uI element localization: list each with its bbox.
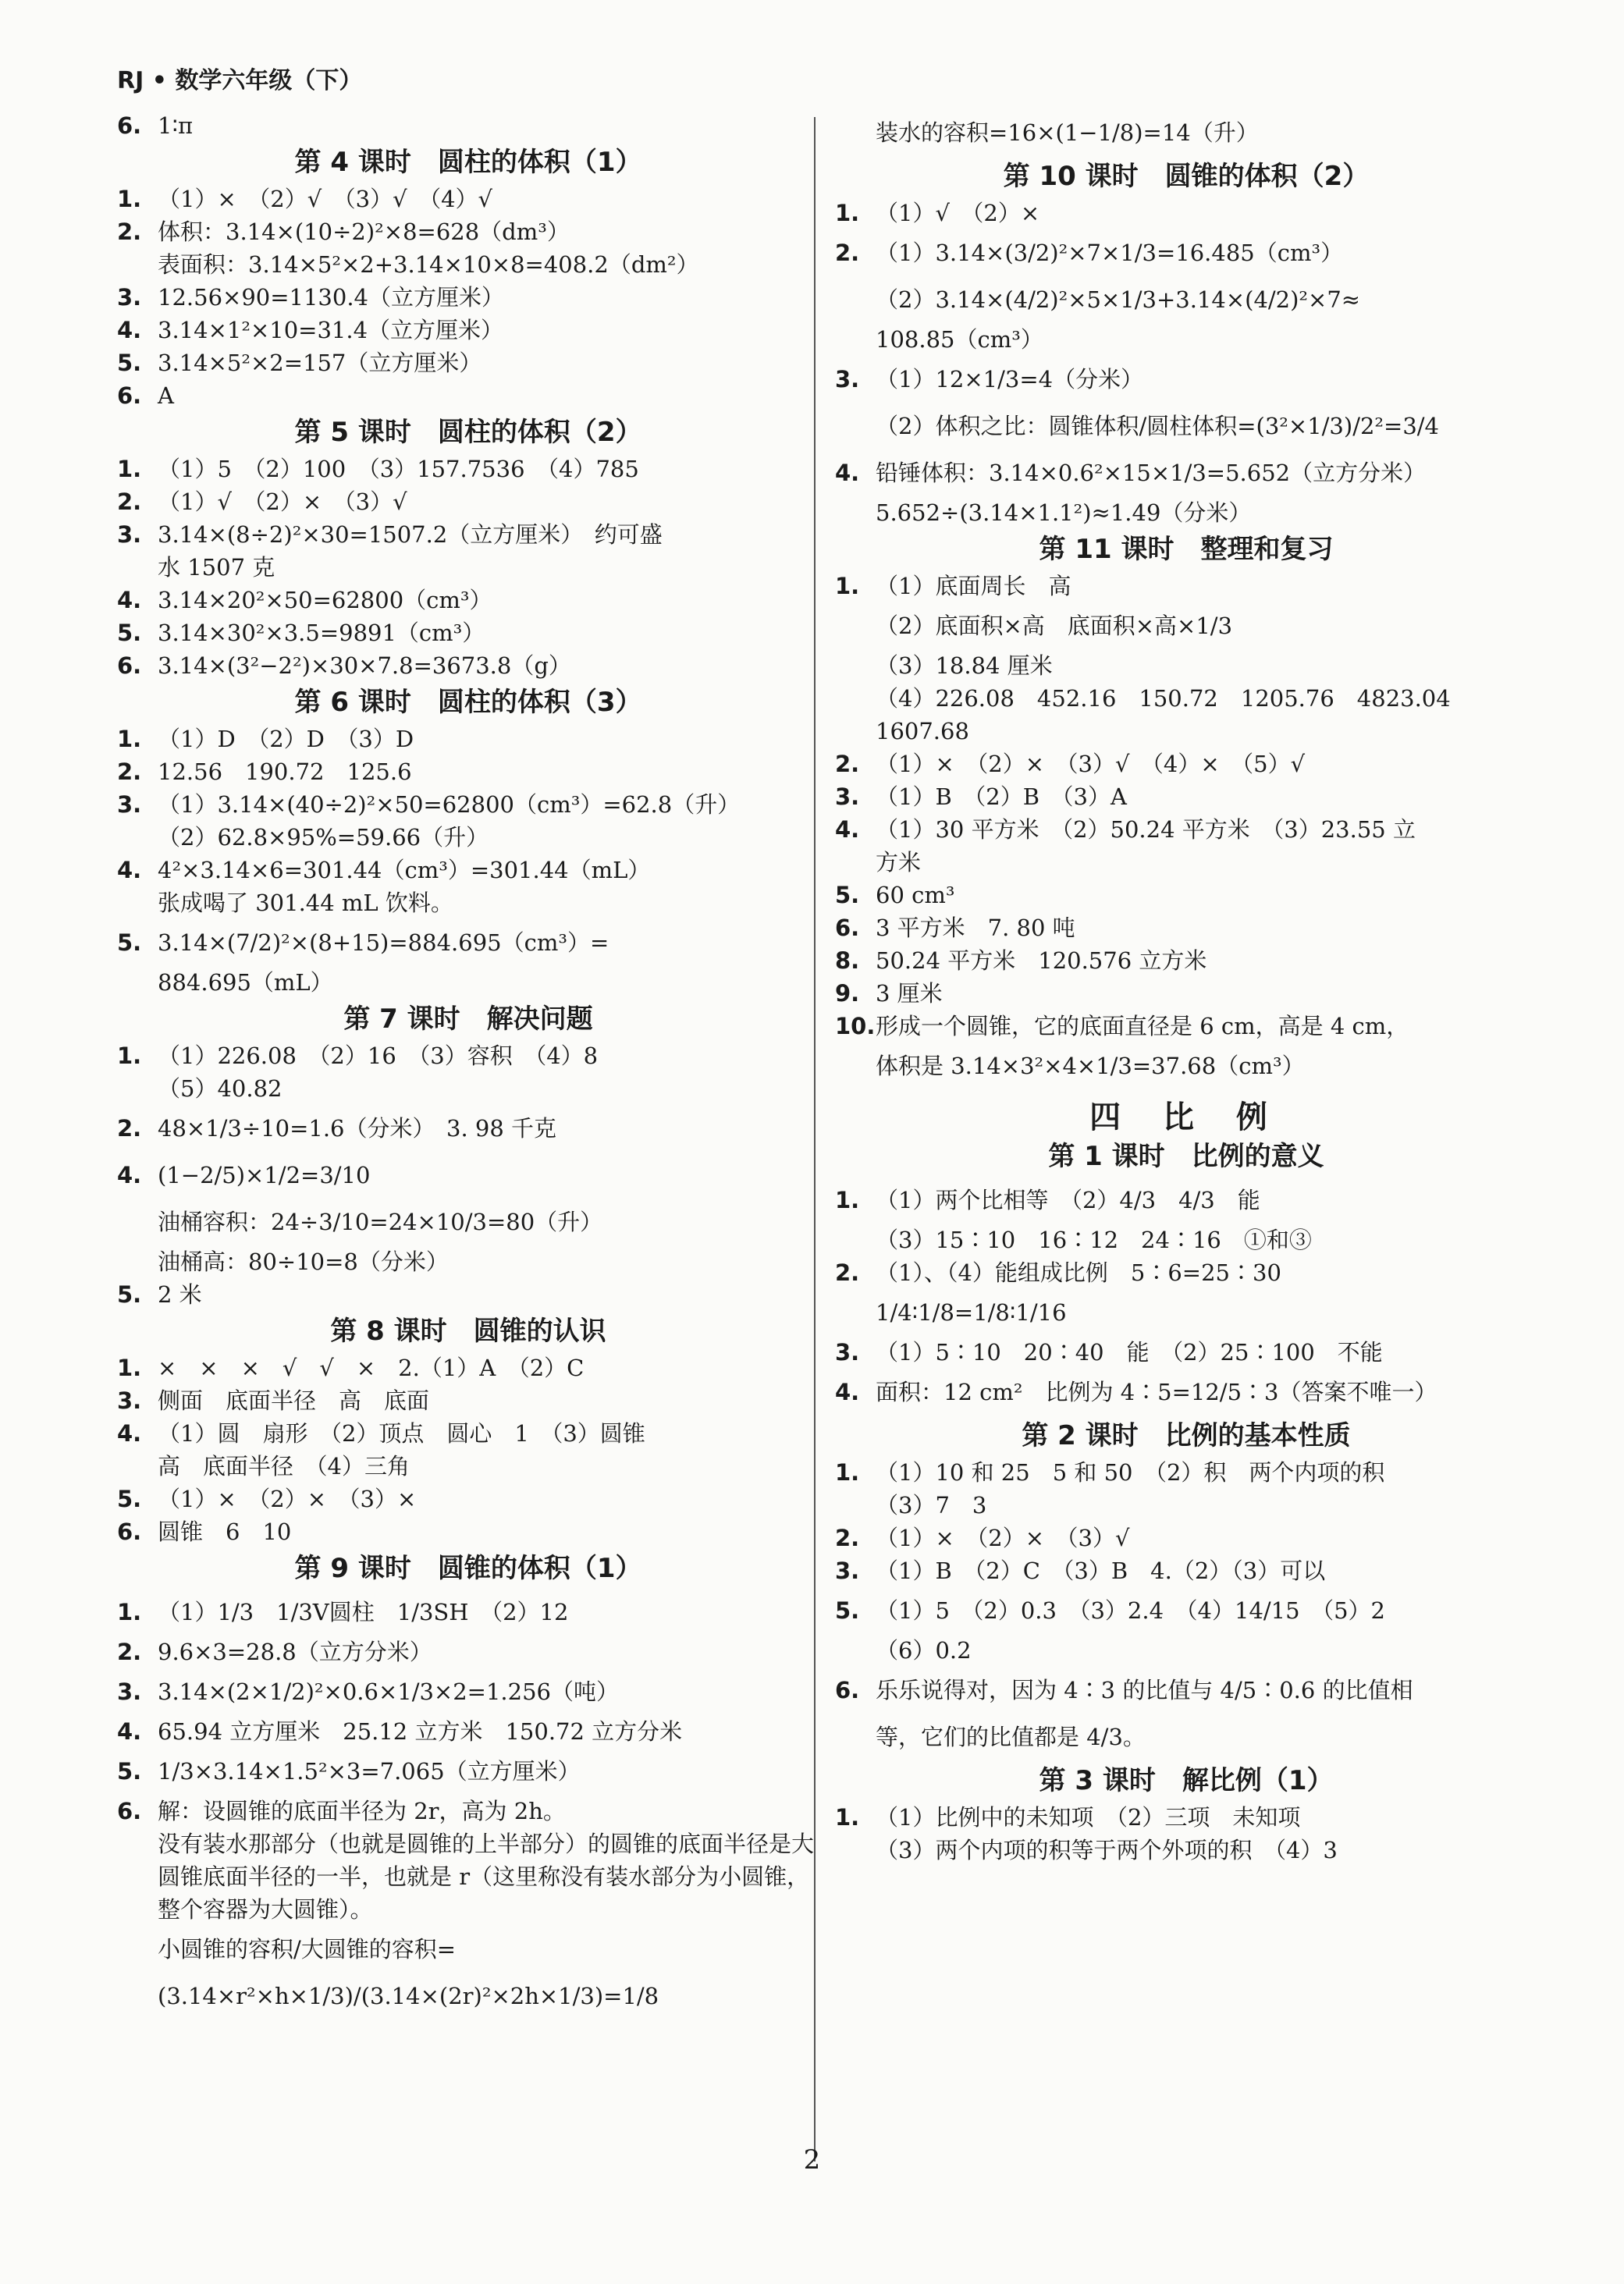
answer-line [117, 1152, 819, 1199]
answer-text: 解：设圆锥的底面半径为 2r，高为 2h。 [158, 1798, 566, 1824]
answer-text: （1）× （2）× （3）× [158, 1486, 417, 1512]
answer-line [117, 346, 819, 379]
answer-text: 48×1/3÷10=1.6（分米） 3. 98 千克 [158, 1115, 556, 1142]
answer-text: （1）、（4）能组成比例 5∶6=25∶30 [876, 1259, 1281, 1286]
answer-text: （1）10 和 25 5 和 50 （2）积 两个内项的积 [876, 1459, 1385, 1486]
answer-text: 方米 [876, 849, 922, 876]
answer-text: 3.14×(8÷2)²×30=1507.2（立方厘米） 约可盛 [158, 521, 663, 548]
question-number: 10. [835, 1013, 876, 1039]
answer-line [117, 788, 819, 821]
answer-line [117, 919, 819, 966]
answer-line [835, 1489, 1537, 1522]
answer-line [835, 570, 1537, 602]
answer-text: 884.695（mL） [158, 969, 333, 996]
answer-text: （3）15∶10 16∶12 24∶16 ①和③ [876, 1227, 1312, 1253]
answer-line [117, 1828, 819, 1926]
answer-text: （3）两个内项的积等于两个外项的积 （4）3 [876, 1837, 1338, 1863]
question-number: 4. [117, 317, 142, 343]
answer-text: 5.652÷(3.14×1.1²)≈1.49（分米） [876, 499, 1252, 526]
question-number: 2. [117, 758, 142, 785]
question-number: 4. [835, 816, 860, 843]
answer-line [835, 1336, 1537, 1369]
lesson-title: 第 10 课时 圆锥的体积（2） [1003, 161, 1370, 192]
lesson-title: 第 6 课时 圆柱的体积（3） [294, 687, 642, 718]
answer-line [117, 1417, 819, 1450]
answer-text: （1）30 平方米 （2）50.24 平方米 （3）23.55 立 [876, 816, 1416, 843]
answer-line [117, 1199, 819, 1245]
question-number: 5. [117, 1486, 142, 1512]
answer-text: （1）3.14×(3/2)²×7×1/3=16.485（cm³） [876, 240, 1344, 266]
answer-text: 圆锥 6 10 [158, 1519, 292, 1545]
answer-text: （1）√ （2）× （3）√ [158, 488, 407, 515]
answer-text: A [158, 382, 174, 409]
page-header: RJ • 数学六年级（下） [117, 67, 363, 94]
unit-title: 四 比 例 [1089, 1099, 1283, 1135]
question-number [117, 1199, 158, 1245]
answer-text: （4）226.08 452.16 150.72 1205.76 4823.04 [876, 685, 1451, 712]
question-number: 2. [117, 1115, 142, 1142]
answer-text: 1∶π [158, 112, 194, 139]
question-number [835, 276, 876, 323]
lesson-title: 第 7 课时 解决问题 [343, 1003, 593, 1035]
answer-text: （1）B （2）C （3）B 4.（2）（3）可以 [876, 1558, 1326, 1584]
question-number: 5. [117, 1281, 142, 1308]
answer-line [117, 518, 819, 551]
answer-line [117, 821, 819, 854]
question-number: 3. [835, 783, 860, 810]
answer-line [117, 1245, 819, 1278]
question-number: 1. [117, 1043, 142, 1069]
question-number: 1. [117, 456, 142, 482]
answer-text: 面积：12 cm² 比例为 4∶5=12/5∶3（答案不唯一） [876, 1379, 1437, 1405]
answer-line [117, 1450, 819, 1483]
answer-line [835, 197, 1537, 229]
question-number: 1. [117, 1599, 142, 1625]
answer-line [835, 911, 1537, 944]
answer-text: 4²×3.14×6=301.44（cm³）=301.44（mL） [158, 857, 651, 883]
answer-text: （1）5∶10 20∶40 能 （2）25∶100 不能 [876, 1339, 1383, 1366]
left-column [117, 109, 819, 2019]
answer-line [835, 449, 1537, 496]
answer-text: 体积：3.14×(10÷2)²×8=628（dm³） [158, 218, 570, 245]
lesson-title: 第 2 课时 比例的基本性质 [1022, 1420, 1351, 1451]
question-number: 5. [117, 1758, 142, 1785]
answer-text: × × × √ √ × 2.（1）A （2）C [158, 1355, 585, 1381]
question-number: 1. [835, 1459, 860, 1486]
answer-text: （5）40.82 [158, 1075, 283, 1102]
answer-line [117, 215, 819, 248]
answer-text: 1/3×3.14×1.5²×3=7.065（立方厘米） [158, 1758, 581, 1785]
answer-text: （2）3.14×(4/2)²×5×1/3+3.14×(4/2)²×7≈ [876, 286, 1361, 313]
answer-text: （1）1/3 1/3V圆柱 1/3SH （2）12 [158, 1599, 569, 1625]
answer-text: （2）体积之比：圆锥体积/圆柱体积=(3²×1/3)/2²=3/4 [876, 413, 1440, 439]
answer-text: 3.14×5²×2=157（立方厘米） [158, 350, 482, 376]
answer-line [835, 879, 1537, 911]
question-number [835, 109, 876, 156]
answer-text: （1）比例中的未知项 （2）三项 未知项 [876, 1804, 1301, 1831]
question-number: 6. [117, 1798, 142, 1824]
answer-text: 没有装水那部分（也就是圆锥的上半部分）的圆锥的底面半径是大圆锥底面半径的一半，也就是 r（这里称没有装水部分为小圆锥，整个容器为大圆锥）。 [158, 1831, 815, 1923]
answer-line [117, 616, 819, 649]
answer-text: 体积是 3.14×3²×4×1/3=37.68（cm³） [876, 1053, 1305, 1079]
answer-text: （1）× （2）× （3）√ [876, 1525, 1130, 1551]
question-number: 4. [835, 460, 860, 486]
answer-line [117, 1384, 819, 1417]
answer-line [117, 1105, 819, 1152]
answer-line [117, 755, 819, 788]
question-number: 6. [835, 915, 860, 941]
question-number [117, 1926, 158, 2019]
column-divider [814, 117, 816, 2161]
answer-text: 60 cm³ [876, 882, 955, 908]
answer-text: 表面积：3.14×5²×2+3.14×10×8=408.2（dm²） [158, 251, 699, 278]
answer-text: （6）0.2 [876, 1637, 972, 1664]
answer-line [117, 886, 819, 919]
answer-line [835, 109, 1537, 156]
answer-line [835, 356, 1537, 403]
answer-line [835, 813, 1537, 846]
answer-line [835, 1587, 1537, 1634]
answer-line [117, 1668, 819, 1715]
question-number: 5. [117, 350, 142, 376]
answer-line [117, 1483, 819, 1515]
answer-text: 等，它们的比值都是 4/3。 [876, 1724, 1146, 1750]
lesson-title: 第 11 课时 整理和复习 [1039, 534, 1334, 565]
answer-text: 12.56 190.72 125.6 [158, 758, 412, 785]
answer-text: （3）18.84 厘米 [876, 652, 1053, 679]
answer-text: （1）底面周长 高 [876, 573, 1071, 599]
lesson-title: 第 9 课时 圆锥的体积（1） [294, 1553, 642, 1584]
answer-line [835, 496, 1537, 529]
answer-text: （1）圆 扇形 （2）顶点 圆心 1 （3）圆锥 [158, 1420, 645, 1447]
answer-text: （1）B （2）B （3）A [876, 783, 1127, 810]
answer-line [835, 715, 1537, 748]
answer-text: 3.14×30²×3.5=9891（cm³） [158, 620, 485, 646]
answer-text: （1）5 （2）0.3 （3）2.4 （4）14/15 （5）2 [876, 1597, 1385, 1624]
question-number: 3. [835, 1558, 860, 1584]
answer-line [117, 109, 819, 142]
lesson-title: 第 5 课时 圆柱的体积（2） [294, 417, 642, 448]
answer-text: 1/4∶1/8=1/8∶1/16 [876, 1299, 1067, 1326]
question-number [835, 602, 876, 649]
answer-line [117, 854, 819, 886]
question-number: 1. [117, 726, 142, 752]
question-number [835, 496, 876, 529]
answer-text: 油桶容积：24÷3/10=24×10/3=80（升） [158, 1209, 603, 1235]
answer-text: 形成一个圆锥，它的底面直径是 6 cm，高是 4 cm， [876, 1013, 1409, 1039]
answer-line [835, 229, 1537, 276]
question-number: 2. [835, 240, 860, 266]
answer-text: 9.6×3=28.8（立方分米） [158, 1639, 432, 1665]
question-number: 8. [835, 947, 860, 974]
question-number: 1. [835, 573, 860, 599]
answer-text: 装水的容积=16×(1−1/8)=14（升） [876, 119, 1259, 146]
answer-line [835, 748, 1537, 780]
answer-line [835, 602, 1537, 649]
question-number: 2. [835, 1525, 860, 1551]
question-number [835, 1043, 876, 1089]
answer-text: 3 厘米 [876, 980, 943, 1007]
question-number: 4. [835, 1379, 860, 1405]
answer-line [117, 966, 819, 999]
answer-line [117, 485, 819, 518]
answer-text: 侧面 底面半径 高 底面 [158, 1387, 430, 1414]
question-number [835, 323, 876, 356]
question-number: 1. [117, 1355, 142, 1381]
answer-line [835, 276, 1537, 323]
answer-line [835, 846, 1537, 879]
answer-text: 高 底面半径 （4）三角 [158, 1453, 410, 1479]
question-number: 3. [117, 284, 142, 311]
question-number: 3. [117, 1678, 142, 1705]
answer-line [117, 281, 819, 314]
question-number: 4. [117, 1420, 142, 1447]
answer-line [835, 1554, 1537, 1587]
answer-text: （1）3.14×(40÷2)²×50=62800（cm³）=62.8（升） [158, 791, 741, 818]
answer-text: （1）D （2）D （3）D [158, 726, 414, 752]
answer-line [835, 1456, 1537, 1489]
answer-line [117, 1926, 819, 2019]
answer-line [835, 1043, 1537, 1089]
question-number: 2. [117, 218, 142, 245]
answer-text: 1607.68 [876, 718, 969, 744]
answer-text: （1）× （2）√ （3）√ （4）√ [158, 186, 493, 212]
answer-line [835, 1177, 1537, 1224]
answer-line [117, 379, 819, 412]
answer-text: 乐乐说得对，因为 4∶3 的比值与 4/5∶0.6 的比值相 [876, 1677, 1413, 1703]
answer-line [117, 1039, 819, 1072]
question-number: 5. [117, 929, 142, 956]
question-number: 3. [117, 791, 142, 818]
answer-line [117, 1278, 819, 1311]
answer-line [117, 1072, 819, 1105]
page-number: 2 [803, 2144, 821, 2176]
answer-line [835, 1667, 1537, 1714]
answer-line [117, 183, 819, 215]
answer-line [117, 1589, 819, 1636]
question-number: 4. [117, 1162, 142, 1188]
answer-line [117, 1748, 819, 1795]
question-number: 1. [835, 1187, 860, 1213]
answer-line [117, 248, 819, 281]
answer-line [117, 1515, 819, 1548]
question-number: 1. [835, 1804, 860, 1831]
lesson-title: 第 4 课时 圆柱的体积（1） [294, 147, 642, 178]
answer-text: （1）× （2）× （3）√ （4）× （5）√ [876, 751, 1306, 777]
answer-line [117, 551, 819, 584]
answer-line [835, 1634, 1537, 1667]
answer-line [117, 314, 819, 346]
answer-line [117, 584, 819, 616]
answer-line [117, 1352, 819, 1384]
question-number: 6. [835, 1677, 860, 1703]
answer-line [117, 1636, 819, 1668]
answer-text: 50.24 平方米 120.576 立方米 [876, 947, 1207, 974]
answer-text: （3）7 3 [876, 1492, 987, 1519]
answer-line [835, 1801, 1537, 1834]
answer-line [835, 1256, 1537, 1289]
question-number [835, 1289, 876, 1336]
answer-text: 3.14×1²×10=31.4（立方厘米） [158, 317, 504, 343]
answer-line [835, 1224, 1537, 1256]
answer-line [835, 682, 1537, 715]
answer-text: （2）62.8×95%=59.66（升） [158, 824, 489, 851]
question-number: 3. [835, 366, 860, 393]
answer-text: （1）两个比相等 （2）4/3 4/3 能 [876, 1187, 1260, 1213]
answer-line [835, 780, 1537, 813]
question-number: 4. [117, 587, 142, 613]
answer-text: 水 1507 克 [158, 554, 275, 581]
answer-line [117, 1795, 819, 1828]
question-number: 3. [835, 1339, 860, 1366]
answer-text: (1−2/5)×1/2=3/10 [158, 1162, 371, 1188]
answer-text: 12.56×90=1130.4（立方厘米） [158, 284, 504, 311]
question-number: 6. [117, 1519, 142, 1545]
lesson-title: 第 3 课时 解比例（1） [1039, 1765, 1334, 1796]
question-number: 9. [835, 980, 860, 1007]
answer-line [835, 1289, 1537, 1336]
answer-line [835, 1714, 1537, 1760]
question-number: 5. [835, 882, 860, 908]
answer-text: 油桶高：80÷10=8（分米） [158, 1249, 449, 1275]
right-column [835, 109, 1537, 1867]
answer-text: （1）√ （2）× [876, 200, 1040, 226]
answer-line [117, 649, 819, 682]
answer-text: （1）12×1/3=4（分米） [876, 366, 1144, 393]
answer-text: 3 平方米 7. 80 吨 [876, 915, 1075, 941]
question-number [835, 1714, 876, 1760]
answer-text: 3.14×(2×1/2)²×0.6×1/3×2=1.256（吨） [158, 1678, 620, 1705]
answer-line [835, 944, 1537, 977]
answer-line [835, 649, 1537, 682]
question-number [835, 403, 876, 449]
answer-line [117, 453, 819, 485]
answer-text: （1）5 （2）100 （3）157.7536 （4）785 [158, 456, 639, 482]
question-number: 4. [117, 857, 142, 883]
answer-line [117, 1715, 819, 1748]
question-number: 3. [117, 1387, 142, 1414]
answer-text: 3.14×(3²−2²)×30×7.8=3673.8（g） [158, 652, 571, 679]
answer-text: 65.94 立方厘米 25.12 立方米 150.72 立方分米 [158, 1718, 683, 1745]
question-number: 1. [117, 186, 142, 212]
question-number: 2. [835, 751, 860, 777]
question-number: 5. [117, 620, 142, 646]
answer-text: 3.14×20²×50=62800（cm³） [158, 587, 492, 613]
answer-text: 小圆锥的容积/大圆锥的容积=(3.14×r²×h×1/3)/(3.14×(2r)²×2h×1/3)=1/8 [158, 1936, 659, 2009]
question-number: 3. [117, 521, 142, 548]
answer-text: 铅锤体积：3.14×0.6²×15×1/3=5.652（立方分米） [876, 460, 1427, 486]
answer-text: 108.85（cm³） [876, 326, 1043, 353]
question-number: 2. [117, 488, 142, 515]
answer-line [835, 1369, 1537, 1416]
answer-line [835, 403, 1537, 449]
answer-line [117, 723, 819, 755]
answer-text: 3.14×(7/2)²×(8+15)=884.695（cm³）= [158, 929, 609, 956]
answer-text: 张成喝了 301.44 mL 饮料。 [158, 890, 453, 916]
question-number: 1. [835, 200, 860, 226]
question-number: 4. [117, 1718, 142, 1745]
question-number: 6. [117, 382, 142, 409]
question-number: 6. [117, 112, 142, 139]
answer-text: （2）底面积×高 底面积×高×1/3 [876, 613, 1233, 639]
question-number: 6. [117, 652, 142, 679]
answer-text: （1）226.08 （2）16 （3）容积 （4）8 [158, 1043, 599, 1069]
answer-line [835, 977, 1537, 1010]
question-number: 2. [835, 1259, 860, 1286]
answer-line [835, 323, 1537, 356]
answer-line [835, 1010, 1537, 1043]
question-number: 5. [835, 1597, 860, 1624]
question-number: 2. [117, 1639, 142, 1665]
answer-line [835, 1834, 1537, 1867]
answer-line [835, 1522, 1537, 1554]
answer-text: 2 米 [158, 1281, 202, 1308]
lesson-title: 第 8 课时 圆锥的认识 [330, 1316, 606, 1347]
lesson-title: 第 1 课时 比例的意义 [1048, 1141, 1324, 1172]
